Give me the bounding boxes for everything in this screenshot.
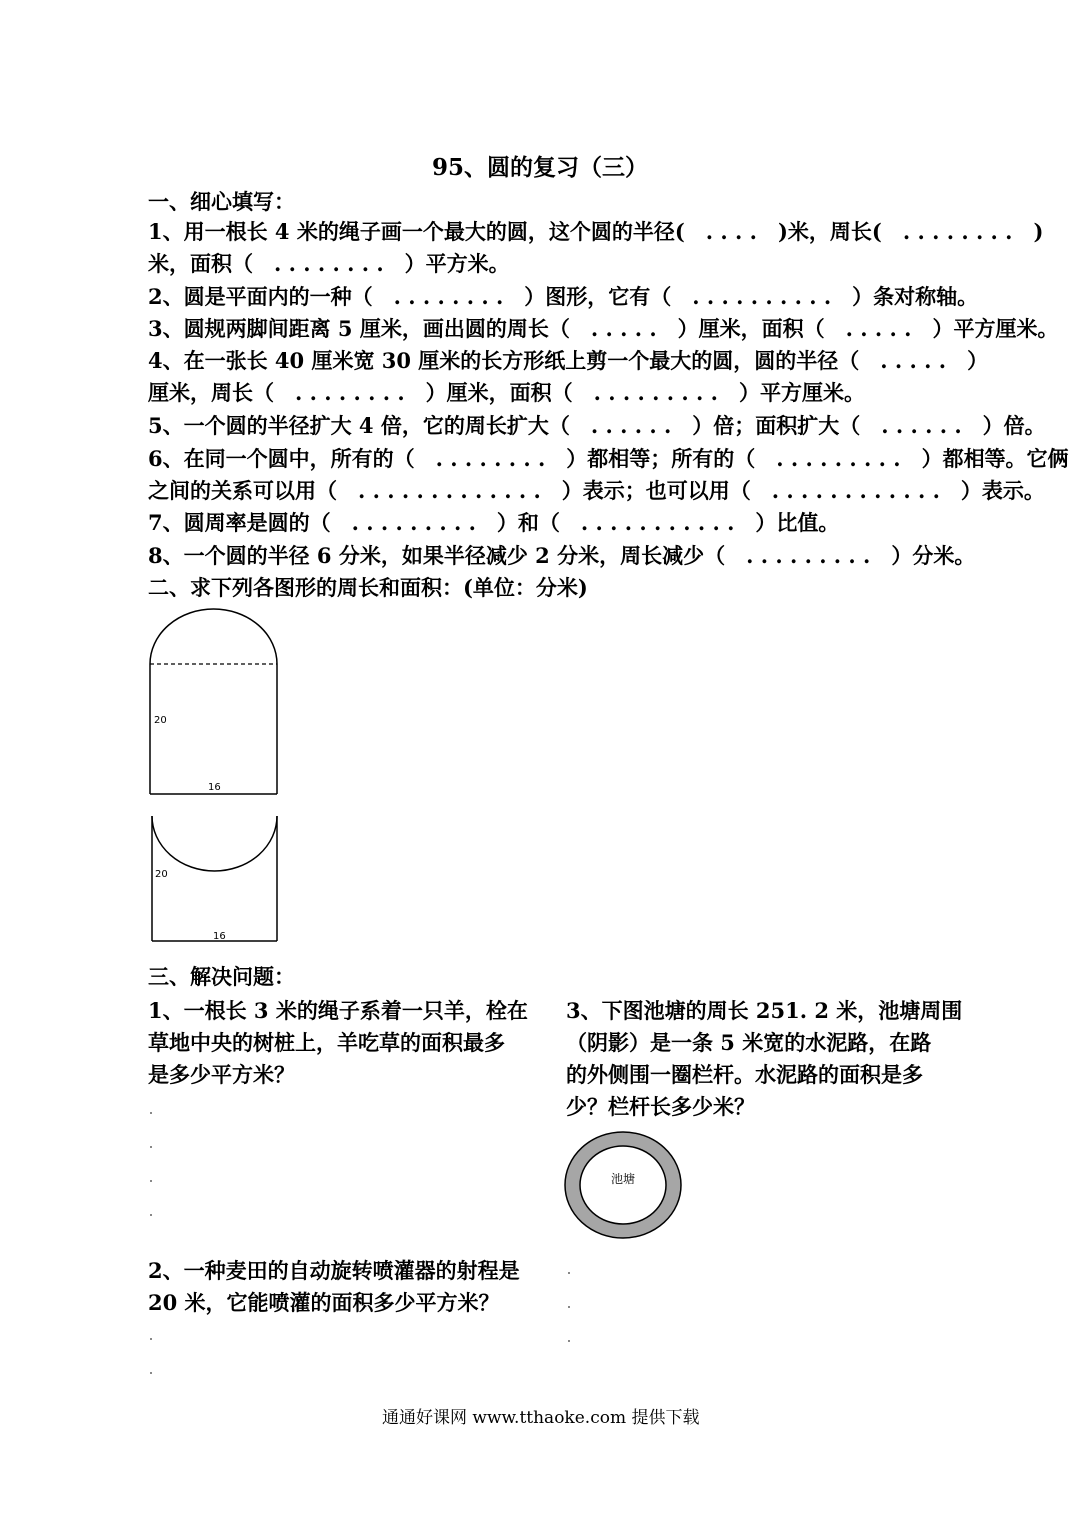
section-3-heading: 三、解决问题： bbox=[148, 964, 295, 989]
problem-1-line: 草地中央的树桩上，羊吃草的面积最多 bbox=[148, 1030, 505, 1055]
section-2-heading: 二、求下列各图形的周长和面积：(单位：分米) bbox=[148, 575, 588, 600]
height-label: 20 bbox=[155, 869, 168, 880]
problem-2-line: 20 米，它能喷灌的面积多少平方米？ bbox=[148, 1290, 500, 1315]
question-line: 7、圆周率是圆的（ . . . . . . . . . ）和（ . . . . . . . . . . . ）比值。 bbox=[148, 510, 840, 535]
section-1-heading: 一、细心填写： bbox=[148, 189, 295, 214]
scan-dot bbox=[568, 1306, 570, 1308]
problem-1-line: 1、一根长 3 米的绳子系着一只羊，栓在 bbox=[148, 998, 528, 1023]
problem-3-line: 3、下图池塘的周长 251. 2 米，池塘周围 bbox=[566, 998, 963, 1023]
width-label: 16 bbox=[213, 931, 226, 942]
scan-dot bbox=[150, 1214, 152, 1216]
scan-dot bbox=[568, 1340, 570, 1342]
scan-dot bbox=[150, 1146, 152, 1148]
question-line: 6、在同一个圆中，所有的（ . . . . . . . . ）都相等；所有的（ . . . . . . . . . ）都相等。它俩 bbox=[148, 446, 1069, 471]
question-line: 5、一个圆的半径扩大 4 倍，它的周长扩大（ . . . . . . ）倍；面积扩大（ . . . . . . ）倍。 bbox=[148, 413, 1046, 438]
footer-text: 通通好课网 www.tthaoke.com 提供下载 bbox=[382, 1408, 700, 1428]
question-line: 3、圆规两脚间距离 5 厘米，画出圆的周长（ . . . . . ）厘米，面积（ . . . . . ）平方厘米。 bbox=[148, 316, 1059, 341]
figure-rect-minus-semicircle bbox=[140, 810, 290, 950]
question-line: 之间的关系可以用（ . . . . . . . . . . . . . ）表示；也可以用（ . . . . . . . . . . . . ）表示。 bbox=[148, 478, 1045, 503]
pond-figure bbox=[560, 1130, 688, 1240]
scan-dot bbox=[150, 1372, 152, 1374]
page-title: 95、圆的复习（三） bbox=[432, 154, 649, 181]
question-line: 米，面积（ . . . . . . . . ）平方米。 bbox=[148, 251, 510, 276]
question-line: 4、在一张长 40 厘米宽 30 厘米的长方形纸上剪一个最大的圆，圆的半径（ . . . . . ） bbox=[148, 348, 989, 373]
problem-1-line: 是多少平方米？ bbox=[148, 1062, 295, 1087]
question-line: 厘米，周长（ . . . . . . . . ）厘米，面积（ . . . . . . . . . ）平方厘米。 bbox=[148, 380, 865, 405]
scan-dot bbox=[150, 1112, 152, 1114]
problem-3-line: （阴影）是一条 5 米宽的水泥路，在路 bbox=[566, 1030, 932, 1055]
height-label: 20 bbox=[154, 715, 167, 726]
question-line: 8、一个圆的半径 6 分米，如果半径减少 2 分米，周长减少（ . . . . . . . . . ）分米。 bbox=[148, 543, 976, 568]
problem-2-line: 2、一种麦田的自动旋转喷灌器的射程是 bbox=[148, 1258, 520, 1283]
scan-dot bbox=[150, 1338, 152, 1340]
scan-dot bbox=[150, 1180, 152, 1182]
question-line: 2、圆是平面内的一种（ . . . . . . . . ）图形，它有（ . . . . . . . . . . ）条对称轴。 bbox=[148, 284, 979, 309]
question-line: 1、用一根长 4 米的绳子画一个最大的圆，这个圆的半径( . . . . )米，周长( . . . . . . . . ) bbox=[148, 219, 1044, 244]
pond-label: 池塘 bbox=[610, 1172, 636, 1186]
width-label: 16 bbox=[208, 782, 221, 793]
problem-3-line: 的外侧围一圈栏杆。水泥路的面积是多 bbox=[566, 1062, 923, 1087]
problem-3-line: 少？栏杆长多少米？ bbox=[566, 1094, 755, 1119]
figure-rect-with-semicircle bbox=[140, 605, 290, 800]
scan-dot bbox=[568, 1272, 570, 1274]
